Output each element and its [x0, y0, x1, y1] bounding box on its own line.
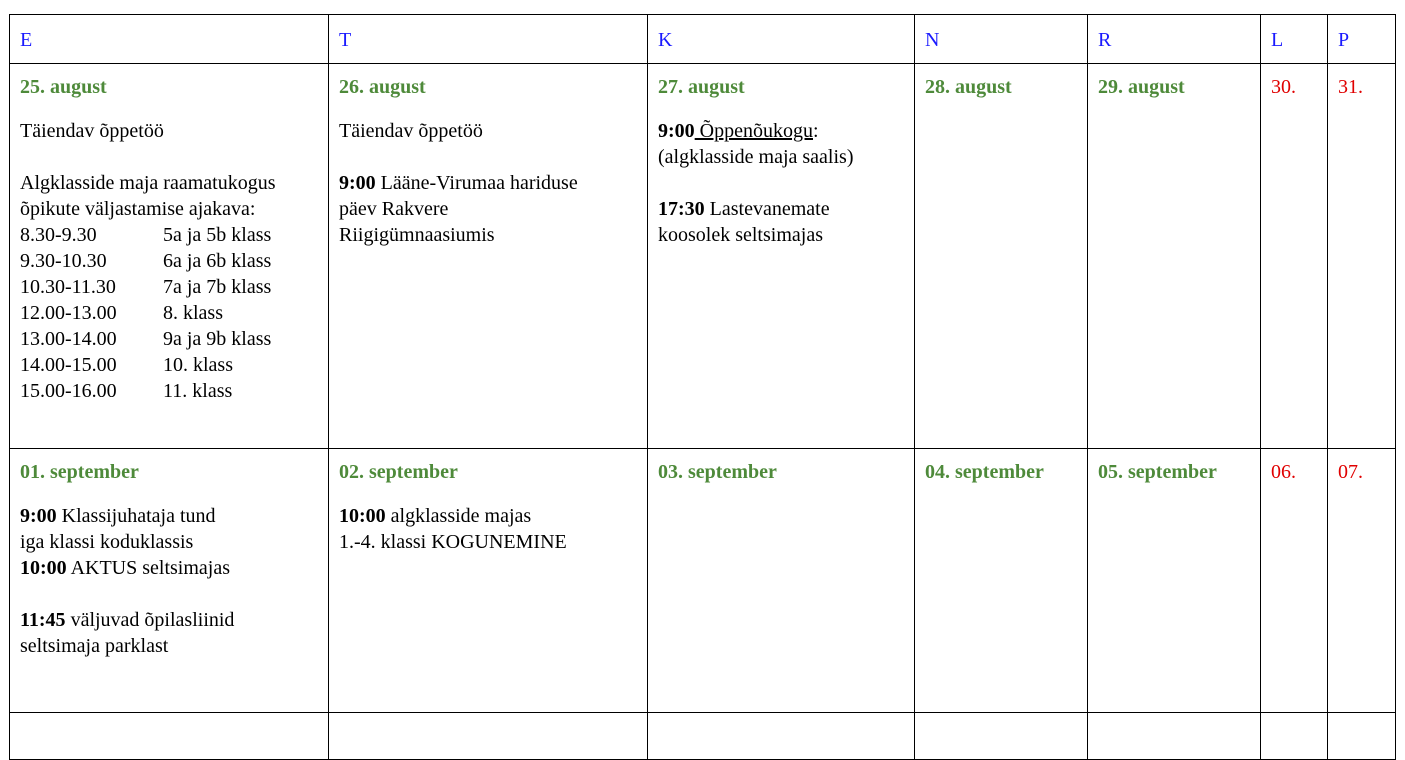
schedule-classes: 11. klass	[163, 380, 233, 402]
schedule-time: 10.30-11.30	[20, 276, 116, 298]
day-cell-mon	[10, 449, 329, 713]
event-text: Riigigümnaasiumis	[339, 224, 495, 246]
weekday-header-tue: T	[329, 15, 648, 64]
event-text: Lastevanemate	[704, 198, 830, 220]
event-text: seltsimaja parklast	[20, 635, 169, 657]
event-time: 10:00	[20, 557, 67, 579]
day-date: 06.	[1271, 461, 1296, 483]
day-cell-wed	[648, 449, 915, 713]
day-date: 01. september	[20, 461, 139, 483]
schedule-classes: 8. klass	[163, 302, 223, 324]
day-cell-sun	[1328, 64, 1396, 449]
weekday-header-row	[10, 15, 1396, 64]
schedule-row	[20, 274, 318, 300]
library-schedule	[20, 222, 318, 404]
day-cell-sun	[1328, 449, 1396, 713]
day-cell-fri	[1088, 64, 1261, 449]
event-time: 10:00	[339, 505, 386, 527]
empty-cell	[1088, 713, 1261, 760]
week-row-1	[10, 64, 1396, 449]
schedule-time: 15.00-16.00	[20, 380, 117, 402]
weekday-header-sun: P	[1328, 15, 1396, 64]
day-date: 26. august	[339, 76, 426, 98]
empty-cell	[10, 713, 329, 760]
schedule-time: 12.00-13.00	[20, 302, 117, 324]
day-date: 28. august	[925, 76, 1012, 98]
schedule-classes: 10. klass	[163, 354, 233, 376]
empty-cell	[1261, 713, 1328, 760]
event-text: algklasside majas	[385, 505, 532, 527]
calendar-table	[9, 14, 1396, 760]
day-cell-thu	[915, 64, 1088, 449]
event-time: 9:00	[658, 120, 695, 142]
schedule-classes: 6a ja 6b klass	[163, 250, 272, 272]
event-text: AKTUS seltsimajas	[66, 557, 231, 579]
day-date: 07.	[1338, 461, 1363, 483]
weekday-header-wed: K	[648, 15, 915, 64]
day-cell-fri	[1088, 449, 1261, 713]
empty-cell	[648, 713, 915, 760]
day-cell-mon	[10, 64, 329, 449]
event	[658, 196, 904, 248]
empty-cell	[329, 713, 648, 760]
day-cell-sat	[1261, 64, 1328, 449]
event-time: 17:30	[658, 198, 705, 220]
library-title: Algklasside maja raamatukogus	[20, 172, 276, 194]
event-text: väljuvad õpilasliinid	[65, 609, 235, 631]
library-subtitle: õpikute väljastamise ajakava:	[20, 198, 256, 220]
weekday-header-fri: R	[1088, 15, 1261, 64]
schedule-row	[20, 300, 318, 326]
schedule-row	[20, 352, 318, 378]
day-cell-wed	[648, 64, 915, 449]
day-date: 29. august	[1098, 76, 1185, 98]
day-cell-sat	[1261, 449, 1328, 713]
schedule-time: 14.00-15.00	[20, 354, 117, 376]
event	[339, 170, 637, 248]
event	[339, 503, 637, 555]
day-date: 30.	[1271, 76, 1296, 98]
day-cell-thu	[915, 449, 1088, 713]
schedule-row	[20, 248, 318, 274]
event-text: päev Rakvere	[339, 198, 449, 220]
day-date: 05. september	[1098, 461, 1217, 483]
event	[20, 607, 318, 659]
event-text: Lääne-Virumaa hariduse	[375, 172, 578, 194]
schedule-classes: 5a ja 5b klass	[163, 224, 272, 246]
event-text: Klassijuhataja tund	[56, 505, 216, 527]
event	[658, 118, 904, 170]
weekday-header-sat: L	[1261, 15, 1328, 64]
day-date: 02. september	[339, 461, 458, 483]
event-text: 1.-4. klassi KOGUNEMINE	[339, 531, 567, 553]
event-time: 9:00	[339, 172, 376, 194]
event-time: 11:45	[20, 609, 66, 631]
event-place: (algklasside maja saalis)	[658, 146, 854, 168]
week-row-3	[10, 713, 1396, 760]
event-text: iga klassi koduklassis	[20, 531, 194, 553]
day-date: 25. august	[20, 76, 107, 98]
schedule-time: 13.00-14.00	[20, 328, 117, 350]
event-text: koosolek seltsimajas	[658, 224, 823, 246]
day-note: Täiendav õppetöö	[20, 120, 164, 142]
day-date: 04. september	[925, 461, 1044, 483]
week-row-2	[10, 449, 1396, 713]
event-title: Õppenõukogu	[694, 120, 813, 142]
schedule-classes: 9a ja 9b klass	[163, 328, 272, 350]
event-punct: :	[813, 120, 819, 142]
weekday-header-mon: E	[10, 15, 329, 64]
schedule-row	[20, 326, 318, 352]
empty-cell	[915, 713, 1088, 760]
day-cell-tue	[329, 64, 648, 449]
event-time: 9:00	[20, 505, 57, 527]
schedule-classes: 7a ja 7b klass	[163, 276, 272, 298]
day-date: 27. august	[658, 76, 745, 98]
day-date: 03. september	[658, 461, 777, 483]
schedule-time: 9.30-10.30	[20, 250, 107, 272]
day-note: Täiendav õppetöö	[339, 120, 483, 142]
event	[20, 503, 318, 581]
schedule-row	[20, 378, 318, 404]
day-date: 31.	[1338, 76, 1363, 98]
empty-cell	[1328, 713, 1396, 760]
weekday-header-thu: N	[915, 15, 1088, 64]
schedule-row	[20, 222, 318, 248]
day-cell-tue	[329, 449, 648, 713]
schedule-time: 8.30-9.30	[20, 224, 97, 246]
